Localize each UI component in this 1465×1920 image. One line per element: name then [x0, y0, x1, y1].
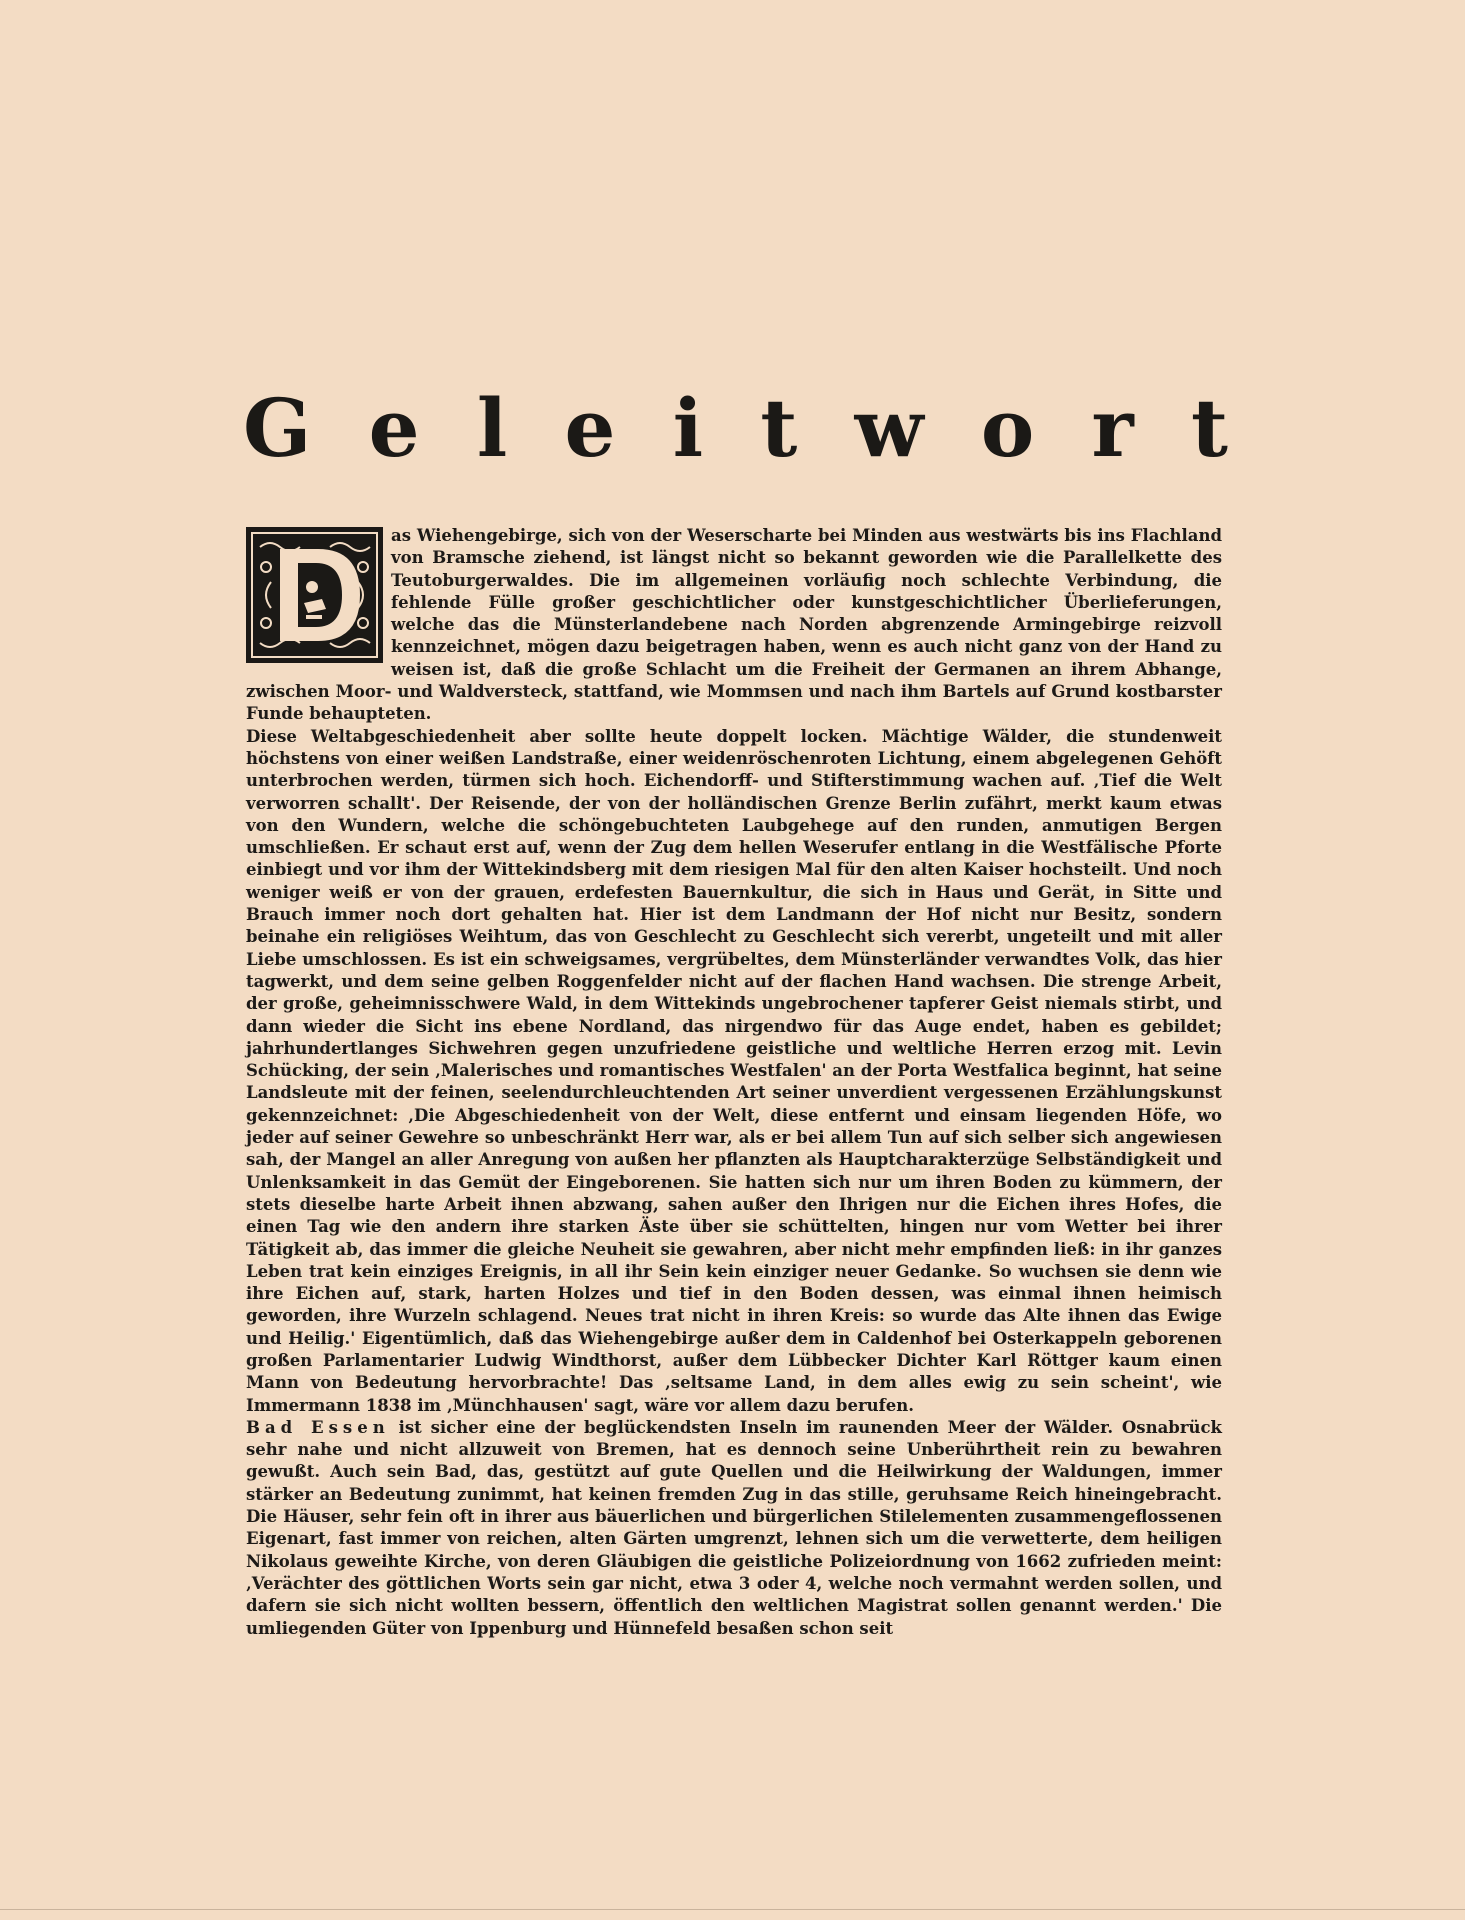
title-letter: e — [368, 381, 420, 475]
paragraph-3-lead: Bad Essen — [246, 1417, 390, 1437]
title-letter: e — [564, 381, 616, 475]
ornate-initial-d-icon — [246, 527, 383, 663]
title-letter: l — [476, 381, 508, 475]
paragraph-1: as Wiehengebirge, sich von der Weserscharte bei Minden aus westwärts bis ins Flachland von Bramsche ziehend, ist längst nicht so bekannt geworden wie die Parallelkette des Teutoburgerwaldes. Die im allgemeinen vorläufig noch schlechte Verbindung, die fehlende Fülle großer geschichtlicher oder kunstgeschichtlicher Überlieferungen, welche das die Münsterlandebene nach Norden abgrenzende Armingebirge reizvoll kennzeichnet, mögen dazu beigetragen haben, wenn es auch nicht ganz von der Hand zu weisen ist, daß die große Schlacht um die Freiheit der Germanen an ihrem Abhange, zwischen Moor- und Waldversteck, stattfand, wie Mommsen und nach ihm Bartels auf Grund kostbarster Funde behaupteten. — [246, 526, 1222, 724]
page-title — [243, 381, 1228, 475]
title-letter: t — [760, 381, 798, 475]
body-text — [246, 525, 1222, 1640]
title-letter: i — [672, 381, 704, 475]
paragraph-3 — [246, 1417, 1222, 1640]
title-letter: o — [980, 381, 1035, 475]
title-letter: G — [243, 381, 312, 475]
title-letter: t — [1190, 381, 1228, 475]
page-edge-line — [0, 1909, 1465, 1910]
paragraph-2: Diese Weltabgeschiedenheit aber sollte heute doppelt locken. Mächtige Wälder, die stundenweit höchstens von einer weißen Landstraße, einer weidenröschenroten Lichtung, einem abgelegenen Gehöft unterbrochen werden, türmen sich hoch. Eichendorff- und Stifterstimmung wachen auf. ‚Tief die Welt verworren schallt'. Der Reisende, der von der holländischen Grenze Berlin zufährt, merkt kaum etwas von den Wundern, welche die schöngebuchteten Laubgehege auf den runden, anmutigen Bergen umschließen. Er schaut erst auf, wenn der Zug dem hellen Weserufer entlang in die Westfälische Pforte einbiegt und vor ihm der Wittekindsberg mit dem riesigen Mal für den alten Kaiser hochsteilt. Und noch weniger weiß er von der grauen, erdefesten Bauernkultur, die sich in Haus und Gerät, in Sitte und Brauch immer noch dort gehalten hat. Hier ist dem Landmann der Hof nicht nur Besitz, sondern beinahe ein religiöses Weihtum, das von Geschlecht zu Geschlecht sich vererbt, ungeteilt und mit aller Liebe umschlossen. Es ist ein schweigsames, vergrübeltes, dem Münsterländer verwandtes Volk, das hier tagwerkt, und dem seine gelben Roggenfelder nicht auf der flachen Hand wachsen. Die strenge Arbeit, der große, geheimnisschwere Wald, in dem Wittekinds ungebrochener tapferer Geist niemals stirbt, und dann wieder die Sicht ins ebene Nordland, das nirgendwo für das Auge endet, haben es gebildet; jahrhundertlanges Sichwehren gegen unzufriedene geistliche und weltliche Herren erzog mit. Levin Schücking, der sein ‚Malerisches und romantisches Westfalen' an der Porta Westfalica beginnt, hat seine Landsleute mit der feinen, seelendurchleuchtenden Art seiner unverdient vergessenen Erzählungskunst gekennzeichnet: ‚Die Abgeschiedenheit von der Welt, diese entfernt und einsam liegenden Höfe, wo jeder auf seiner Gewehre so unbeschränkt Herr war, als er bei allem Tun auf sich selber sich angewiesen sah, der Mangel an aller Anregung von außen her pflanzten als Hauptcharakterzüge Selbständigkeit und Unlenksamkeit in das Gemüt der Eingeborenen. Sie hatten sich nur um ihren Boden zu kümmern, der stets dieselbe harte Arbeit ihnen abzwang, sahen außer den Ihrigen nur die Eichen ihres Hofes, die einen Tag wie den andern ihre starken Äste über sie schüttelten, hingen nur vom Wetter bei ihrer Tätigkeit ab, das immer die gleiche Neuheit sie gewahren, aber nicht mehr empfinden ließ: in ihr ganzes Leben trat kein einziges Ereignis, in all ihr Sein kein einziger neuer Gedanke. So wuchsen sie denn wie ihre Eichen auf, stark, harten Holzes und tief in den Boden dessen, was einmal ihnen heimisch geworden, ihre Wurzeln schlagend. Neues trat nicht in ihren Kreis: so wurde das Alte ihnen das Ewige und Heilig.' Eigentümlich, daß das Wiehengebirge außer dem in Caldenhof bei Osterkappeln geborenen großen Parlamentarier Ludwig Windthorst, außer dem Lübbecker Dichter Karl Röttger kaum einen Mann von Bedeutung hervorbrachte! Das ‚seltsame Land, in dem alles ewig zu sein scheint', wie Immermann 1838 im ‚Münchhausen' sagt, wäre vor allem dazu berufen. — [246, 726, 1222, 1415]
title-letter: r — [1091, 381, 1134, 475]
title-letter: w — [854, 381, 924, 475]
paragraph-3-text: ist sicher eine der beglückendsten Inseln im raunenden Meer der Wälder. Osnabrück sehr nahe und nicht allzuweit von Bremen, hat es dennoch seine Unberührtheit rein zu bewahren gewußt. Auch sein Bad, das, gestützt auf gute Quellen und die Heilwirkung der Waldungen, immer stärker an Bedeutung zunimmt, hat keinen fremden Zug in das stille, geruhsame Reich hineingebracht. Die Häuser, sehr fein oft in ihrer aus bäuerlichen und bürgerlichen Stilelementen zusammengeflossenen Eigenart, fast immer von reichen, alten Gärten umgrenzt, lehnen sich um die verwetterte, dem heiligen Nikolaus geweihte Kirche, von deren Gläubigen die geistliche Polizeiordnung von 1662 zufrieden meint: ‚Verächter des göttlichen Worts sein gar nicht, etwa 3 oder 4, welche noch vermahnt werden sollen, und dafern sie sich nicht wollten bessern, öffentlich den weltlichen Magistrat sollen genannt werden.' Die umliegenden Güter von Ippenburg und Hünnefeld besaßen schon seit — [246, 1417, 1222, 1638]
